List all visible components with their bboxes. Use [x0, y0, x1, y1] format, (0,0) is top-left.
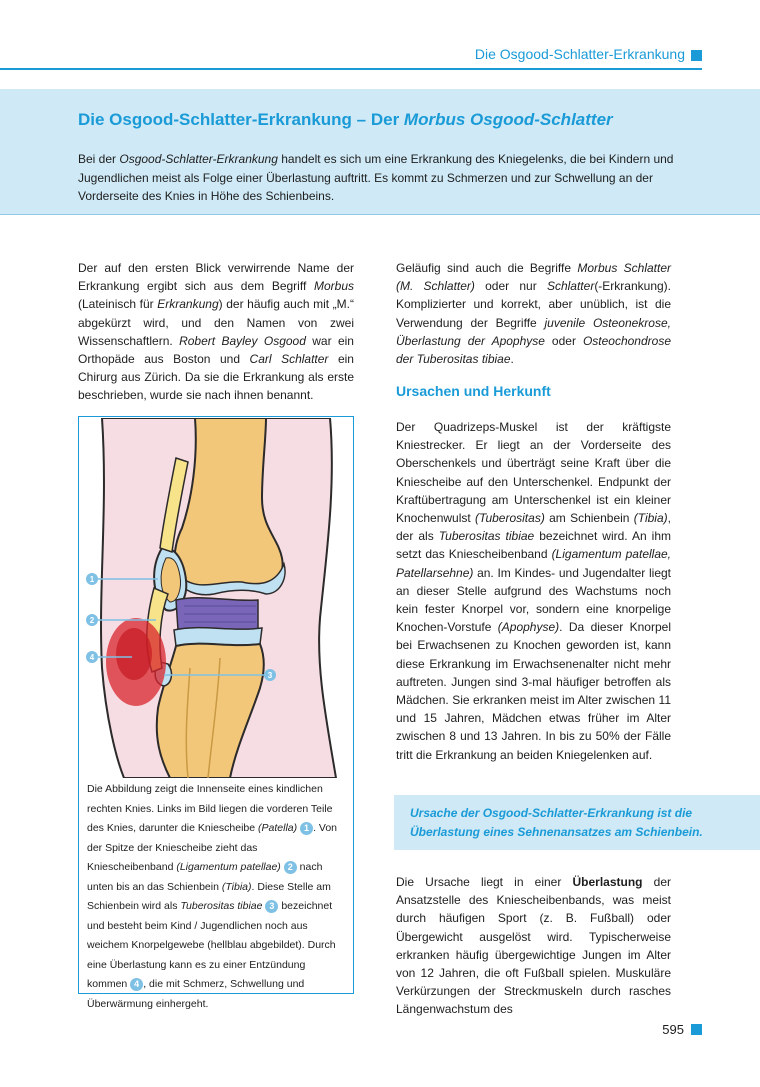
italic-term: Carl Schlatter [249, 352, 329, 367]
text-run: , der als [396, 511, 671, 544]
text-run: Der Quadrizeps-Muskel ist der kräftigste Kniestrecker. Er liegt an der Vorderseite des Oberschenkels und überträgt seine Kraft über die Kniescheibe auf den Unterschenkel. Endpunkt der Kraftübertragung am Unterschenkel ist ein kleiner Knochenwulst [396, 420, 671, 526]
label-badge-icon: 3 [265, 900, 278, 913]
italic-term: Schlatter [546, 279, 595, 294]
text-run: . Diese Stelle am Schienbein wird als [87, 880, 331, 912]
intro-text [78, 150, 678, 206]
label-badge-icon: 4 [130, 978, 143, 991]
right-paragraph-3 [396, 873, 671, 1019]
text-run: Geläufig sind auch die Begriffe [396, 261, 578, 275]
text-run: Die Abbildung zeigt die Innenseite eines kindlichen rechten Knies. Links im Bild liegen die vorderen Teile des Knies, darunter die Kniescheibe [87, 783, 333, 834]
label-1 [86, 573, 98, 585]
figure-caption [87, 780, 345, 1014]
italic-term: Osgood-Schlatter-Erkrankung [119, 152, 278, 166]
italic-term: Tuberositas tibiae [438, 529, 535, 544]
text-run: (-Erkrankung). Komplizierter und korrekt, aber unüblich, ist die Verwendung der Begriffe [396, 279, 671, 330]
italic-term: Tuberositas tibiae [180, 900, 263, 912]
text-run: . Da dieser Knorpel bei Erwachsenen zu Knochen geworden ist, kann diese Erkrankung im Erwachsenenalter nicht mehr auftreten. Jungen sind 3-mal häufiger betroffen als Mädchen. Sie erkranken meist im Alter zwischen 11 und 15 Jahren, Mädchen etwas früher im Alter zwischen 8 und 13 Jahren. In bis zu 50% der Fälle tritt die Erkrankung an beiden Kniegelenken auf. [396, 620, 671, 762]
text-run: ein Chirurg aus Zürich. Da sie die Erkrankung als erste beschrieben, wurde sie nach ihnen benannt. [78, 352, 354, 403]
bold-term: Überlastung [572, 875, 643, 889]
section-heading: Ursachen und Herkunft [396, 383, 551, 399]
page-square-icon [691, 1024, 702, 1035]
text-run: , die mit Schmerz, Schwellung und Überwärmung einhergeht. [87, 978, 305, 1010]
label-2 [86, 614, 98, 626]
text-run: der Ansatzstelle des Kniescheibenbands, was meist durch häufigen Sport (z. B. Fußball) oder Übergewicht ausgelöst wird. Typischerweise erkranken häufig übergewichtige Jungen im Alter von 12 Jahren, die oft Fußball spielen. Muskuläre Verkürzungen der Streckmuskeln durch rasches Längenwachstum des [396, 875, 671, 1017]
text-run: oder [544, 333, 583, 348]
text-run: bezeichnet wird. An ihm setzt das Kniescheibenband [396, 529, 672, 562]
italic-term: (Ligamentum patellae, Patellarsehne) [396, 547, 671, 580]
italic-term: Robert Bayley Osgood [179, 333, 306, 348]
label-3-text: 3 [267, 671, 273, 680]
label-badge-icon: 1 [300, 822, 313, 835]
page-title-plain: Die Osgood-Schlatter-Erkrankung – Der [78, 110, 404, 129]
italic-term: (Apophyse) [497, 620, 560, 635]
text-run: Der auf den ersten Blick verwirrende Name der Erkrankung ergibt sich aus dem Begriff [78, 261, 354, 294]
text-run: an. Im Kindes- und Jugendalter liegt an dieser Stelle aufgrund des Wachstums noch kein fester Knorpel vor, sondern eine knorpelige Knochen-Vorstufe [396, 565, 671, 635]
page-title [78, 110, 613, 130]
italic-term: (Tuberositas) [475, 511, 545, 526]
italic-term: (Tibia) [633, 511, 668, 526]
label-4-text: 4 [89, 653, 95, 662]
right-paragraph-2 [396, 418, 671, 764]
text-run: . [510, 352, 514, 367]
text-run: war ein Orthopäde aus Boston und [78, 333, 354, 367]
italic-term: (Ligamentum patellae) [176, 861, 281, 873]
page-number: 595 [662, 1022, 684, 1037]
text-run: am Schienbein [544, 511, 634, 526]
knee-illustration [80, 418, 352, 778]
label-1-text: 1 [89, 575, 95, 584]
label-2-text: 2 [89, 616, 95, 625]
italic-term: juvenile Osteonekrose, Überlastung der Apophyse [396, 315, 671, 348]
italic-term: Morbus Schlatter (M. Schlatter) [396, 261, 672, 294]
text-run: oder nur [474, 279, 547, 294]
italic-term: Osteochondrose der Tuberositas tibiae [396, 333, 671, 367]
text-run: Bei der [78, 152, 120, 166]
page-title-italic: Morbus Osgood-Schlatter [403, 110, 613, 129]
label-3 [264, 669, 276, 681]
header-rule [0, 68, 702, 70]
italic-term: (Tibia) [221, 880, 252, 893]
right-paragraph-1 [396, 259, 671, 368]
text-run: ) der häufig auch mit „M.“ abgekürzt wird, und den Namen von zwei Wissenschaftlern. [78, 297, 355, 348]
text-run: Die Ursache liegt in einer [396, 875, 573, 889]
italic-term: Erkrankung [157, 297, 219, 312]
label-badge-icon: 2 [284, 861, 297, 874]
text-run: . Von der Spitze der Kniescheibe zieht das Kniescheibenband [87, 822, 338, 873]
text-run: nach unten bis an das Schienbein [87, 861, 323, 893]
running-title: Die Osgood-Schlatter-Erkrankung [474, 46, 685, 62]
text-run: handelt es sich um eine Erkrankung des Kniegelenks, die bei Kindern und Jugendlichen meist als Folge einer Überlastung auftritt. Es kommt zu Schmerzen und zur Schwellung an der Vorderseite des Knies in Höhe des Schienbeins. [78, 152, 674, 203]
text-run: bezeichnet und besteht beim Kind / Jugendlichen noch aus weichem Knorpelgewebe (hellblau abgebildet). Durch eine Überlastung kann es zu einer Entzündung kommen [87, 900, 336, 990]
text-run: (Lateinisch für [78, 297, 158, 312]
label-4 [86, 651, 98, 663]
italic-term: Morbus [313, 279, 354, 294]
left-paragraph [78, 259, 354, 405]
italic-term: (Patella) [258, 822, 298, 834]
header-square-icon [691, 50, 702, 61]
callout-text: Ursache der Osgood-Schlatter-Erkrankung ist die Überlastung eines Sehnenansatzes am Schienbein. [410, 806, 703, 839]
